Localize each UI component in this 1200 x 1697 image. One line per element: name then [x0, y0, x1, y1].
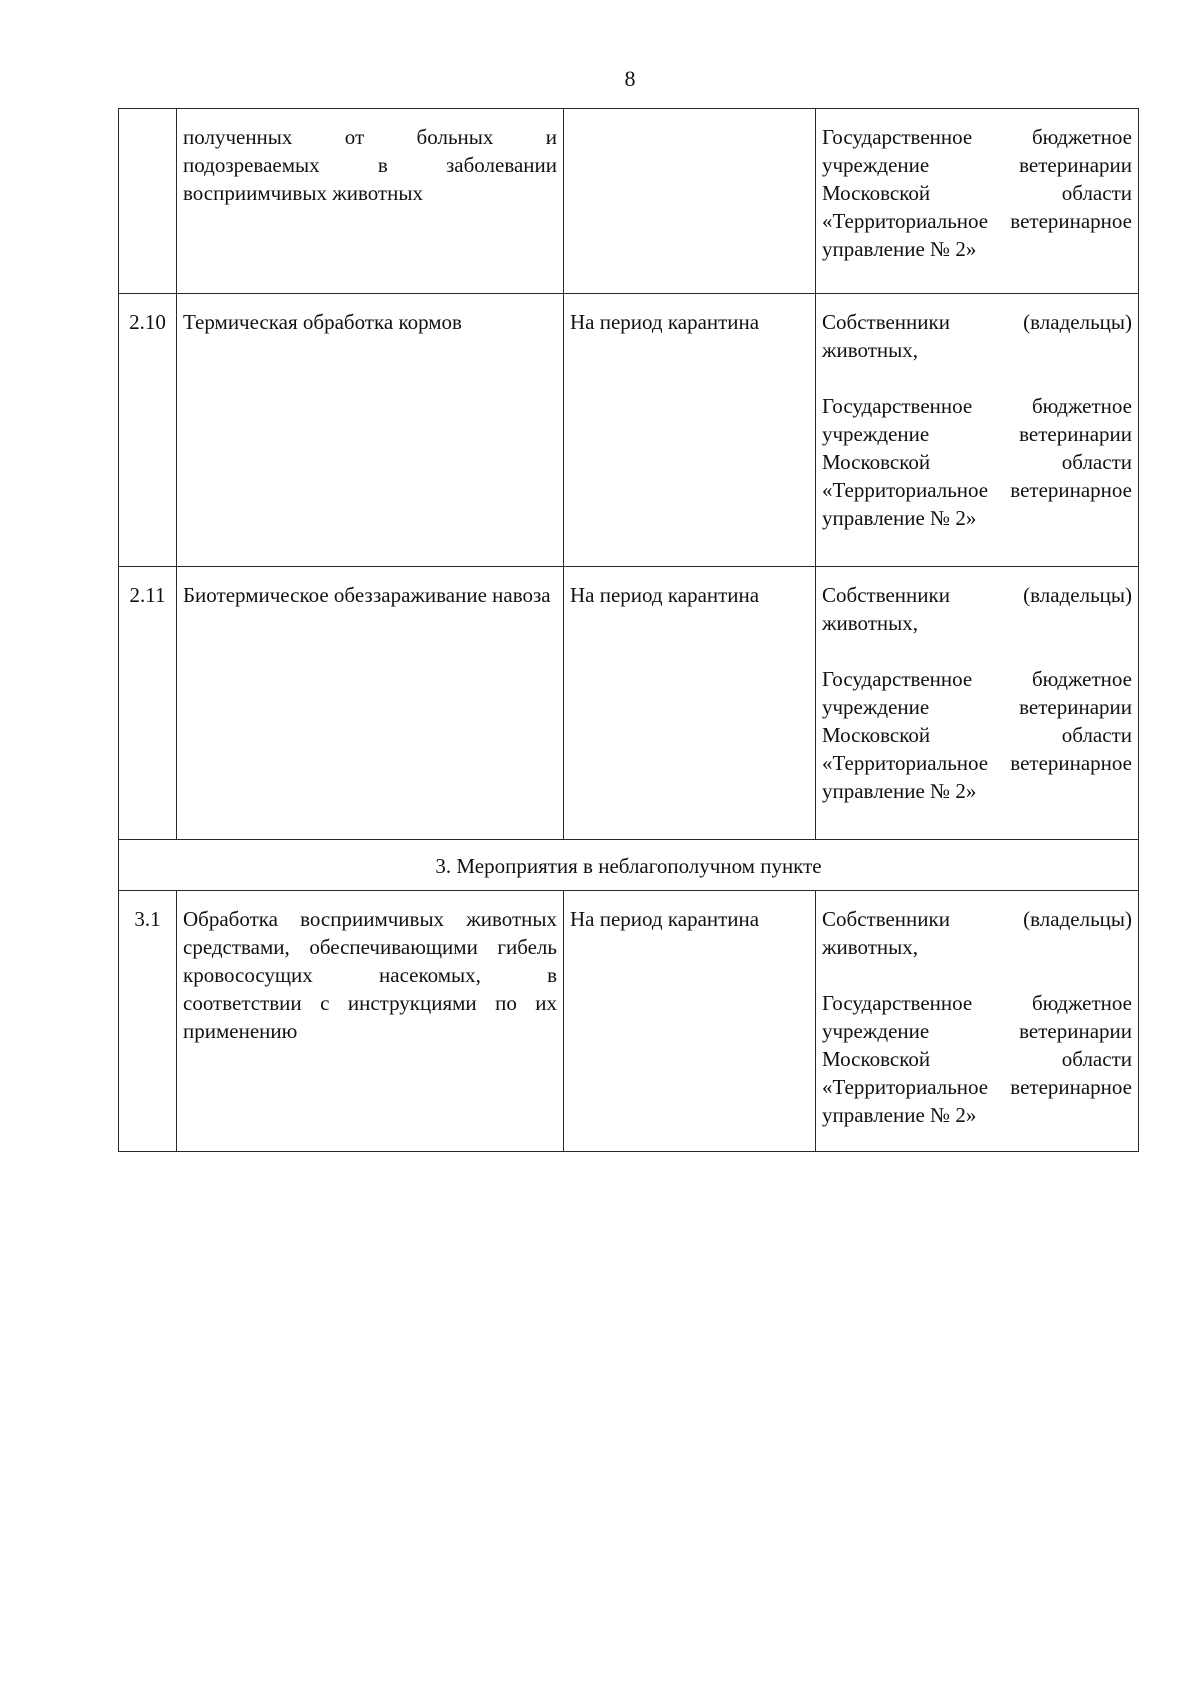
responsible-organization: Государственное бюджетное учреждение ветеринарии Московской области «Территориальное ветеринарное управление № 2» — [822, 667, 1132, 803]
row-number: 3.1 — [119, 891, 177, 1152]
table-row — [119, 891, 1139, 1152]
measure-cell: Термическая обработка кормов — [177, 294, 564, 567]
row-number: 2.10 — [119, 294, 177, 567]
responsible-organization: Государственное бюджетное учреждение ветеринарии Московской области «Территориальное ветеринарное управление № 2» — [822, 125, 1132, 261]
section-header-row — [119, 840, 1139, 891]
period-cell: На период карантина — [564, 567, 816, 840]
responsible-owners: Собственники (владельцы) животных, — [822, 907, 1132, 959]
period-cell — [564, 109, 816, 294]
responsible-owners: Собственники (владельцы) животных, — [822, 583, 1132, 635]
responsible-cell — [816, 891, 1139, 1152]
row-number — [119, 109, 177, 294]
table-row — [119, 109, 1139, 294]
responsible-cell — [816, 294, 1139, 567]
responsible-organization: Государственное бюджетное учреждение ветеринарии Московской области «Территориальное ветеринарное управление № 2» — [822, 394, 1132, 530]
measure-cell: Обработка восприимчивых животных средствами, обеспечивающими гибель кровососущих насекомых, в соответствии с инструкциями по их применению — [177, 891, 564, 1152]
responsible-cell — [816, 567, 1139, 840]
period-cell: На период карантина — [564, 891, 816, 1152]
period-cell: На период карантина — [564, 294, 816, 567]
row-number: 2.11 — [119, 567, 177, 840]
page-number: 8 — [624, 66, 636, 91]
responsible-owners: Собственники (владельцы) животных, — [822, 310, 1132, 362]
section-title: 3. Мероприятия в неблагополучном пункте — [119, 840, 1139, 891]
responsible-cell — [816, 109, 1139, 294]
measures-table — [118, 108, 1139, 1152]
measure-cell: полученных от больных и подозреваемых в заболевании восприимчивых животных — [177, 109, 564, 294]
measure-cell: Биотермическое обеззараживание навоза — [177, 567, 564, 840]
responsible-organization: Государственное бюджетное учреждение ветеринарии Московской области «Территориальное ветеринарное управление № 2» — [822, 991, 1132, 1127]
table-row — [119, 294, 1139, 567]
table-row — [119, 567, 1139, 840]
